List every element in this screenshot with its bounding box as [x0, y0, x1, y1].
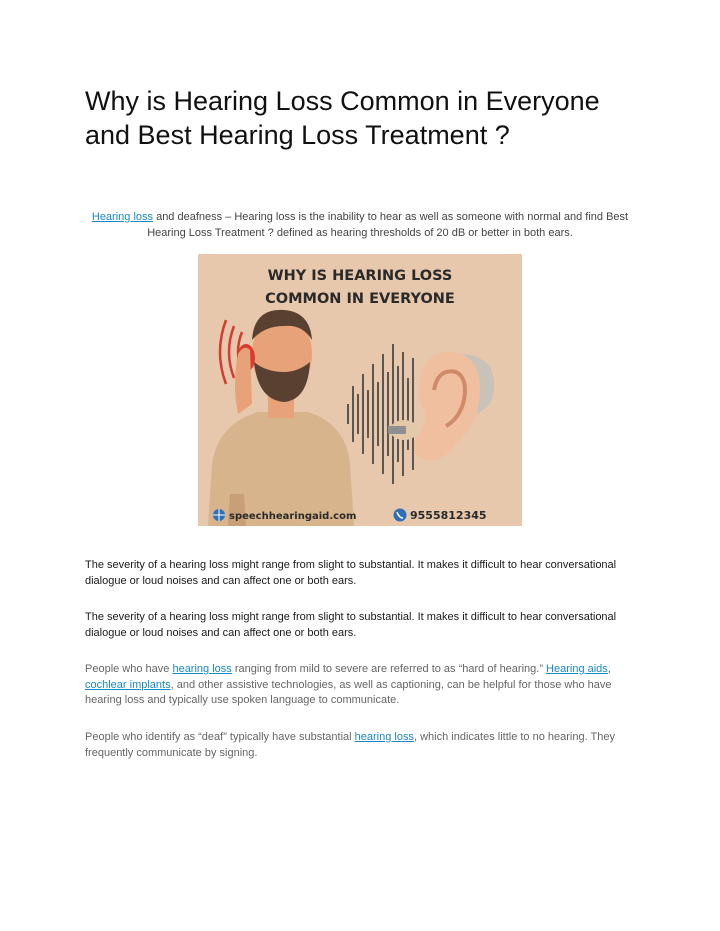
p3-text-3: ,	[607, 663, 611, 675]
p3-text-2: ranging from mild to severe are referred to as “hard of hearing.”	[231, 663, 547, 675]
website-footer	[213, 509, 356, 522]
phone-icon	[394, 509, 407, 522]
p4-text-2: , which indicates little to no hearing. They frequently communicate by signing.	[85, 731, 615, 759]
hard-of-hearing-paragraph	[85, 662, 640, 709]
hearing-loss-banner-image	[198, 254, 522, 526]
hearing-aids-link[interactable]: Hearing aids	[546, 663, 608, 675]
hearing-loss-link-2[interactable]: hearing loss	[172, 663, 232, 675]
phone-text: 9555812345	[410, 509, 487, 522]
hearing-loss-link[interactable]: Hearing loss	[91, 211, 154, 223]
p3-text-4: , and other assistive technologies, as well as captioning, can be helpful for those who have hearing loss and typically use spoken language to communicate.	[85, 678, 612, 706]
cochlear-implants-link[interactable]: cochlear implants	[85, 678, 171, 691]
p4-text-1: People who identify as “deaf” typically have substantial	[85, 731, 355, 743]
website-text: speechhearingaid.com	[229, 511, 357, 522]
banner-heading-line1: WHY IS HEARING LOSS	[267, 268, 453, 284]
hearing-loss-link-3[interactable]: hearing loss	[354, 731, 414, 743]
p3-text-1: People who have	[85, 663, 173, 675]
intro-text: and deafness – Hearing loss is the inability to hear as well as someone with normal and find Best Hearing Loss Treatment ? defined as hearing thresholds of 20 dB or better in both ears.	[147, 211, 629, 239]
intro-paragraph	[82, 210, 638, 241]
deaf-paragraph	[85, 730, 640, 761]
banner-heading-line2: COMMON IN EVERYONE	[265, 291, 455, 307]
severity-paragraph-2: The severity of a hearing loss might range from slight to substantial. It makes it difficult to hear conversational dialogue or loud noises and can affect one or both ears.	[85, 611, 617, 639]
severity-paragraph-1: The severity of a hearing loss might range from slight to substantial. It makes it difficult to hear conversational dialogue or loud noises and can affect one or both ears.	[85, 559, 617, 587]
page-title: Why is Hearing Loss Common in Everyone and Best Hearing Loss Treatment ?	[85, 86, 600, 150]
